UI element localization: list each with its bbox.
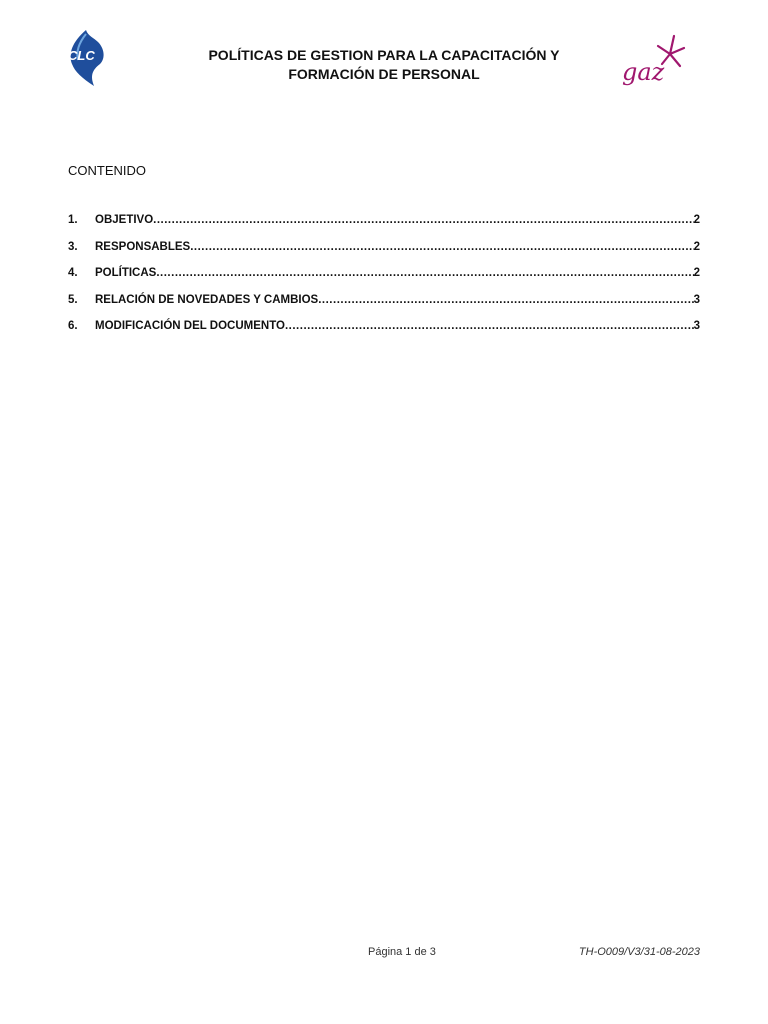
toc-entry-number: 6. [68, 320, 78, 332]
toc-leader-dots [153, 214, 693, 226]
toc-entry-politicas[interactable] [68, 267, 700, 294]
toc-entry-number: 3. [68, 240, 78, 253]
toc-entry-objetivo[interactable] [68, 214, 700, 241]
toc-leader-dots [285, 320, 694, 332]
document-title-line-1: POLÍTICAS DE GESTION PARA LA CAPACITACIÓN Y [208, 47, 560, 63]
toc-leader-dots [318, 294, 693, 306]
gaz-logo [616, 32, 688, 92]
svg-text:CLC: CLC [68, 48, 95, 63]
toc-entry-title: RELACIÓN DE NOVEDADES Y CAMBIOS [95, 293, 319, 306]
svg-text:gaz: gaz [622, 58, 665, 86]
toc-leader-dots [156, 267, 693, 279]
document-title [190, 46, 578, 84]
document-title-line-2: FORMACIÓN DE PERSONAL [288, 66, 480, 82]
toc-entry-title: POLÍTICAS [95, 267, 157, 279]
toc-entry-number: 1. [68, 214, 78, 226]
toc-entry-page: 2 [693, 267, 700, 279]
toc-entry-page: 2 [693, 240, 700, 253]
toc-entry-modificacion-documento[interactable] [68, 320, 700, 347]
toc-leader-dots [190, 241, 693, 253]
clc-logo [64, 28, 108, 88]
page-header [0, 0, 768, 110]
table-of-contents [68, 214, 700, 347]
toc-entry-title: MODIFICACIÓN DEL DOCUMENTO [95, 320, 285, 332]
toc-entry-page: 2 [693, 214, 700, 226]
toc-entry-number: 5. [68, 293, 78, 306]
page-number: Página 1 de 3 [368, 946, 436, 958]
toc-entry-number: 4. [68, 267, 78, 279]
contents-heading: CONTENIDO [68, 163, 146, 178]
toc-entry-relacion-novedades[interactable] [68, 294, 700, 321]
toc-entry-title: OBJETIVO [95, 214, 154, 226]
toc-entry-responsables[interactable] [68, 241, 700, 268]
toc-entry-page: 3 [693, 320, 700, 332]
toc-entry-title: RESPONSABLES [95, 240, 191, 253]
document-code: TH-O009/V3/31-08-2023 [578, 946, 700, 958]
toc-entry-page: 3 [693, 293, 700, 306]
